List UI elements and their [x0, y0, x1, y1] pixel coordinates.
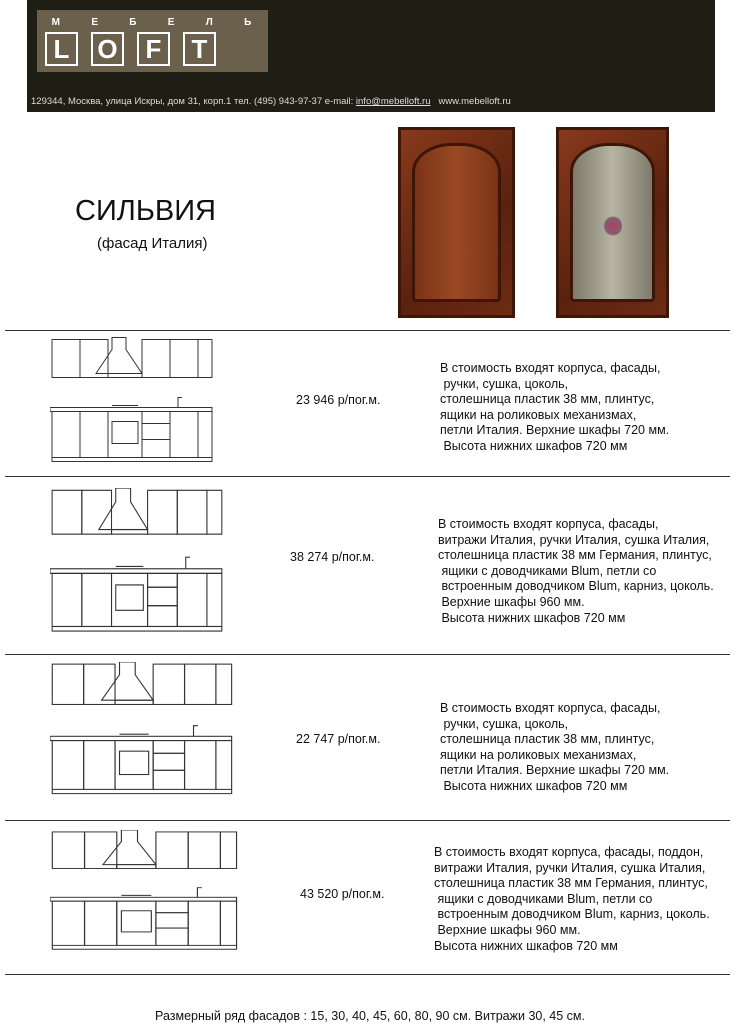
divider: [5, 974, 730, 975]
price: 22 747 р/пог.м.: [296, 732, 381, 746]
logo-letter: O: [91, 32, 124, 66]
logo-letter: F: [137, 32, 170, 66]
email-link[interactable]: info@mebelloft.ru: [355, 96, 431, 107]
divider: [5, 820, 730, 821]
header-banner: [27, 0, 715, 112]
logo: [37, 10, 268, 72]
kitchen-drawing: [50, 830, 240, 955]
description: В стоимость входят корпуса, фасады, поддон, витражи Италия, ручки Италия, сушка Италия, столешница пластик 38 мм Германия, плинтус, ящики с доводчиками Blum, петли со встроенным доводчиком Blum, карниз, цоколь. Верхние шкафы 960 мм. Высота нижних шкафов 720 мм: [434, 845, 710, 953]
address: 129344, Москва, улица Искры, дом 31, корп.1 тел. (495) 943-97-37 e-mail:: [31, 96, 356, 107]
kitchen-drawing: [50, 488, 225, 638]
logo-letter: T: [183, 32, 216, 66]
glass-door-facade-image: [556, 127, 669, 318]
kitchen-drawing: [50, 335, 215, 470]
logo-text: Л: [205, 17, 215, 28]
price: 38 274 р/пог.м.: [290, 550, 375, 564]
description: В стоимость входят корпуса, фасады, витражи Италия, ручки Италия, сушка Италия, столешница пластик 38 мм Германия, плинтус, ящики с доводчиками Blum, петли со встроенным доводчиком Blum, карниз, цоколь. Верхние шкафы 960 мм. Высота нижних шкафов 720 мм: [438, 517, 714, 625]
divider: [5, 330, 730, 331]
price: 43 520 р/пог.м.: [300, 887, 385, 901]
logo-text: Е: [167, 17, 177, 28]
description: В стоимость входят корпуса, фасады, ручки, сушка, цоколь, столешница пластик 38 мм, плинтус, ящики на роликовых механизмах, петли Италия. Верхние шкафы 720 мм. Высота нижних шкафов 720 мм: [440, 361, 670, 453]
contact-info: [31, 96, 511, 107]
divider: [5, 476, 730, 477]
website-link[interactable]: www.mebelloft.ru: [438, 96, 511, 107]
logo-text: Ь: [244, 17, 254, 28]
facade-sizes-note: Размерный ряд фасадов : 15, 30, 40, 45, 60, 80, 90 см. Витражи 30, 45 см.: [155, 1009, 585, 1023]
door-facade-image: [398, 127, 515, 318]
kitchen-drawing: [50, 662, 235, 800]
logo-text: Б: [129, 17, 139, 28]
description: В стоимость входят корпуса, фасады, ручки, сушка, цоколь, столешница пластик 38 мм, плинтус, ящики на роликовых механизмах, петли Италия. Верхние шкафы 720 мм. Высота нижних шкафов 720 мм: [440, 701, 670, 793]
product-subtitle: (фасад Италия): [97, 235, 208, 252]
logo-text: Е: [91, 17, 100, 28]
price: 23 946 р/пог.м.: [296, 393, 381, 407]
divider: [5, 654, 730, 655]
product-title: СИЛЬВИЯ: [75, 195, 216, 227]
logo-letter: L: [45, 32, 78, 66]
logo-text: М: [51, 17, 62, 28]
